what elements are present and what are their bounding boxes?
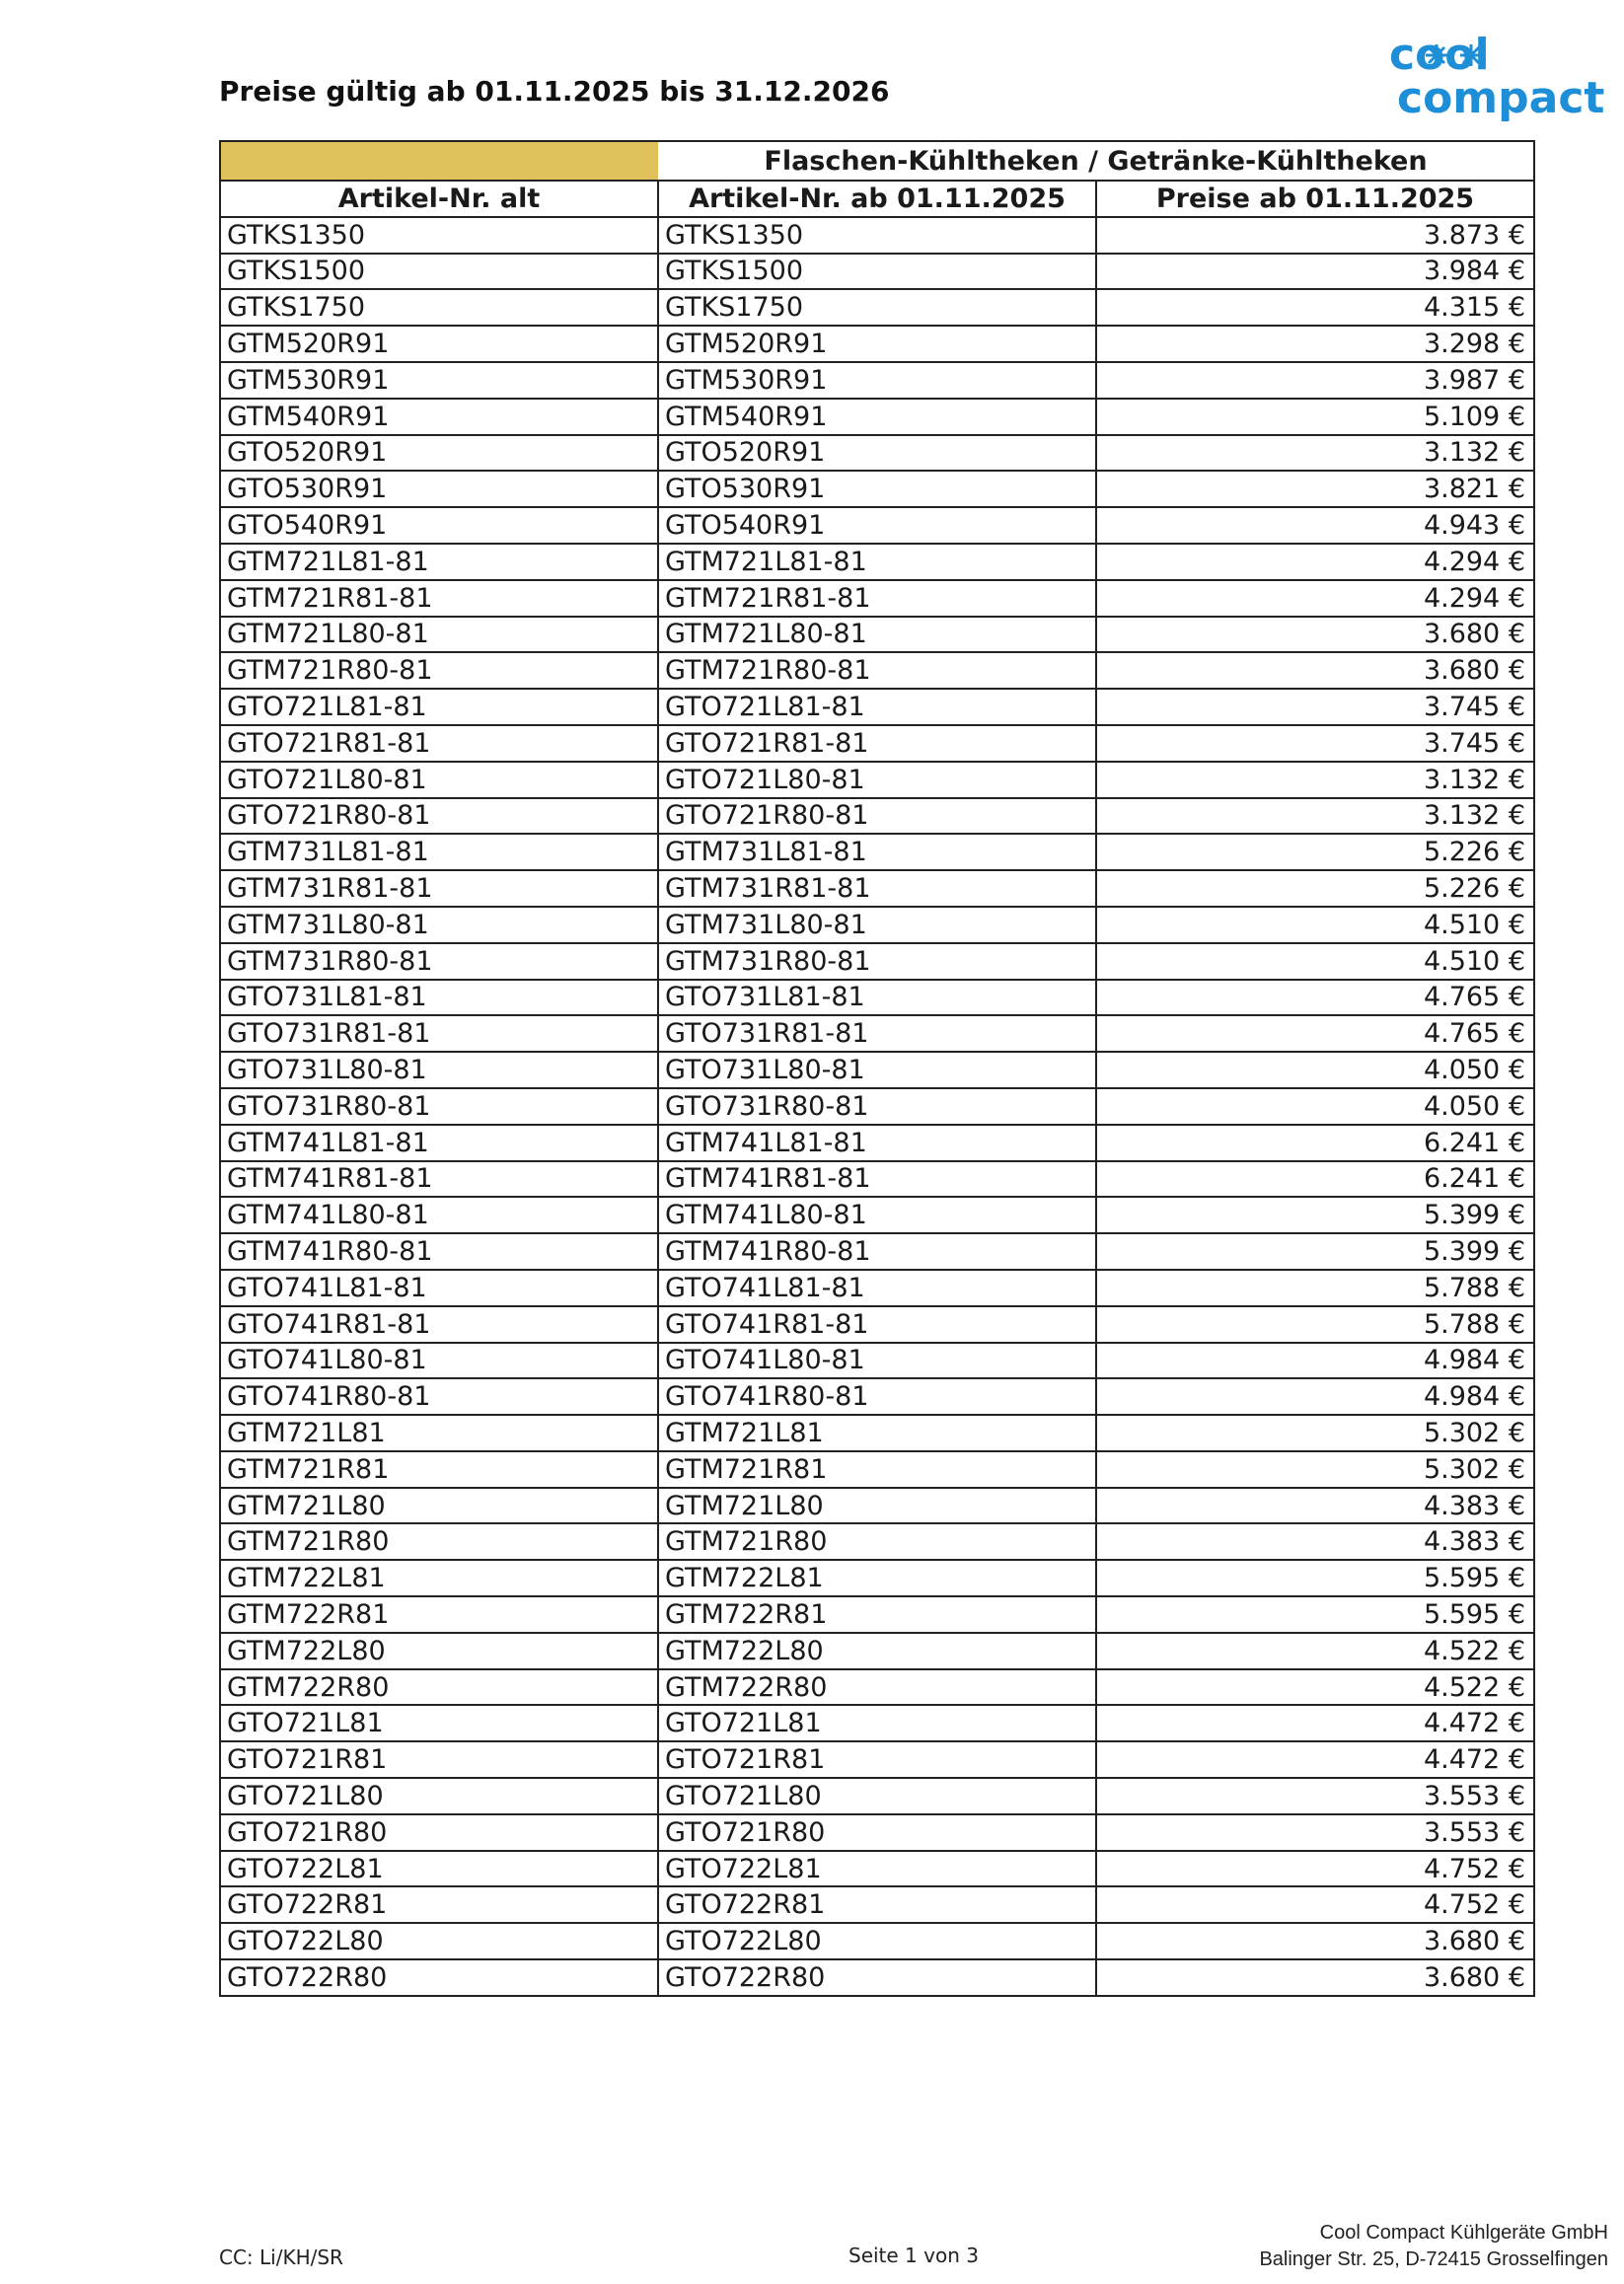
price-cell: 4.383 €: [1096, 1488, 1534, 1524]
old-article-cell: GTKS1500: [220, 254, 658, 290]
page-number: Seite 1 von 3: [849, 2244, 979, 2267]
price-cell: 3.553 €: [1096, 1778, 1534, 1814]
table-row: [220, 254, 1534, 290]
company-logo: [1381, 28, 1610, 122]
table-row: [220, 1306, 1534, 1343]
old-article-cell: GTO520R91: [220, 435, 658, 472]
old-article-cell: GTM721R81-81: [220, 580, 658, 617]
new-article-cell: GTM741L81-81: [658, 1125, 1096, 1161]
price-cell: 3.745 €: [1096, 689, 1534, 725]
table-row: [220, 399, 1534, 435]
price-cell: 5.595 €: [1096, 1560, 1534, 1596]
price-cell: 3.680 €: [1096, 1959, 1534, 1996]
table-row: [220, 1669, 1534, 1706]
table-row: [220, 1778, 1534, 1814]
old-article-cell: GTM721R80-81: [220, 652, 658, 689]
table-row: [220, 617, 1534, 653]
price-cell: 5.226 €: [1096, 870, 1534, 907]
new-article-cell: GTM741R81-81: [658, 1161, 1096, 1198]
table-row: [220, 652, 1534, 689]
new-article-cell: GTO721L81: [658, 1705, 1096, 1741]
footer-cc: CC: Li/KH/SR: [219, 2246, 343, 2269]
old-article-cell: GTM722R80: [220, 1669, 658, 1706]
old-article-cell: GTO721R81: [220, 1741, 658, 1778]
section-title-row: [220, 141, 1534, 181]
old-article-cell: GTO741R80-81: [220, 1378, 658, 1415]
price-cell: 5.399 €: [1096, 1233, 1534, 1270]
table-row: [220, 471, 1534, 507]
column-header-old-article: Artikel-Nr. alt: [220, 181, 658, 217]
price-cell: 3.680 €: [1096, 1923, 1534, 1959]
table-row: [220, 1633, 1534, 1669]
old-article-cell: GTM741L80-81: [220, 1197, 658, 1233]
new-article-cell: GTM540R91: [658, 399, 1096, 435]
new-article-cell: GTM731R80-81: [658, 943, 1096, 980]
old-article-cell: GTO741L81-81: [220, 1270, 658, 1306]
new-article-cell: GTO731R80-81: [658, 1088, 1096, 1125]
table-row: [220, 326, 1534, 362]
price-cell: 4.984 €: [1096, 1343, 1534, 1379]
new-article-cell: GTO741L81-81: [658, 1270, 1096, 1306]
price-cell: 4.472 €: [1096, 1741, 1534, 1778]
table-row: [220, 762, 1534, 798]
table-row: [220, 1415, 1534, 1451]
old-article-cell: GTM721L80: [220, 1488, 658, 1524]
table-row: [220, 1197, 1534, 1233]
new-article-cell: GTO731L80-81: [658, 1052, 1096, 1088]
new-article-cell: GTO722R81: [658, 1886, 1096, 1923]
table-row: [220, 507, 1534, 544]
price-cell: 3.984 €: [1096, 254, 1534, 290]
old-article-cell: GTO731R80-81: [220, 1088, 658, 1125]
new-article-cell: GTO721R80: [658, 1814, 1096, 1851]
price-cell: 5.595 €: [1096, 1596, 1534, 1633]
new-article-cell: GTO721L80: [658, 1778, 1096, 1814]
old-article-cell: GTM731R81-81: [220, 870, 658, 907]
table-row: [220, 1378, 1534, 1415]
table-row: [220, 870, 1534, 907]
column-header-new-article: Artikel-Nr. ab 01.11.2025: [658, 181, 1096, 217]
old-article-cell: GTKS1750: [220, 289, 658, 326]
price-cell: 4.294 €: [1096, 544, 1534, 580]
price-cell: 5.788 €: [1096, 1306, 1534, 1343]
old-article-cell: GTM731R80-81: [220, 943, 658, 980]
table-row: [220, 1343, 1534, 1379]
table-row: [220, 907, 1534, 943]
company-address-block: [1259, 2220, 1608, 2273]
old-article-cell: GTM722L80: [220, 1633, 658, 1669]
table-row: [220, 1741, 1534, 1778]
table-row: [220, 1052, 1534, 1088]
old-article-cell: GTO721L80-81: [220, 762, 658, 798]
table-row: [220, 1488, 1534, 1524]
new-article-cell: GTM731L81-81: [658, 834, 1096, 870]
old-article-cell: GTM731L81-81: [220, 834, 658, 870]
old-article-cell: GTO721L81: [220, 1705, 658, 1741]
table-row: [220, 1959, 1534, 1996]
old-article-cell: GTO721R80-81: [220, 798, 658, 835]
new-article-cell: GTM721L81-81: [658, 544, 1096, 580]
page-title: Preise gültig ab 01.11.2025 bis 31.12.2026: [219, 75, 890, 108]
table-row: [220, 289, 1534, 326]
old-article-cell: GTM731L80-81: [220, 907, 658, 943]
table-row: [220, 1088, 1534, 1125]
old-article-cell: GTM721R81: [220, 1451, 658, 1488]
price-cell: 4.050 €: [1096, 1052, 1534, 1088]
price-cell: 4.315 €: [1096, 289, 1534, 326]
new-article-cell: GTM741R80-81: [658, 1233, 1096, 1270]
price-cell: 3.553 €: [1096, 1814, 1534, 1851]
table-row: [220, 1523, 1534, 1560]
price-cell: 4.383 €: [1096, 1523, 1534, 1560]
table-row: [220, 980, 1534, 1016]
new-article-cell: GTO731L81-81: [658, 980, 1096, 1016]
price-cell: 4.294 €: [1096, 580, 1534, 617]
new-article-cell: GTM722L81: [658, 1560, 1096, 1596]
company-address: Balinger Str. 25, D-72415 Grosselfingen: [1259, 2248, 1608, 2270]
new-article-cell: GTKS1350: [658, 217, 1096, 254]
price-cell: 3.132 €: [1096, 798, 1534, 835]
new-article-cell: GTO741L80-81: [658, 1343, 1096, 1379]
old-article-cell: GTO722R80: [220, 1959, 658, 1996]
price-table-body: [220, 217, 1534, 1996]
price-cell: 4.765 €: [1096, 1015, 1534, 1052]
snowflake-icon: [1460, 44, 1482, 66]
new-article-cell: GTO540R91: [658, 507, 1096, 544]
new-article-cell: GTM722L80: [658, 1633, 1096, 1669]
snowflake-icon: [1426, 44, 1447, 66]
price-cell: 4.752 €: [1096, 1886, 1534, 1923]
table-row: [220, 834, 1534, 870]
new-article-cell: GTM530R91: [658, 362, 1096, 399]
table-row: [220, 1560, 1534, 1596]
section-title: Flaschen-Kühltheken / Getränke-Kühltheken: [658, 141, 1534, 181]
column-header-row: [220, 181, 1534, 217]
old-article-cell: GTO731L81-81: [220, 980, 658, 1016]
old-article-cell: GTM722R81: [220, 1596, 658, 1633]
new-article-cell: GTM731L80-81: [658, 907, 1096, 943]
logo-text-top: cool: [1389, 30, 1490, 80]
table-row: [220, 1851, 1534, 1887]
price-cell: 4.984 €: [1096, 1378, 1534, 1415]
new-article-cell: GTO741R80-81: [658, 1378, 1096, 1415]
price-cell: 5.109 €: [1096, 399, 1534, 435]
table-row: [220, 1270, 1534, 1306]
table-row: [220, 1125, 1534, 1161]
table-row: [220, 1705, 1534, 1741]
old-article-cell: GTO741R81-81: [220, 1306, 658, 1343]
price-cell: 4.752 €: [1096, 1851, 1534, 1887]
old-article-cell: GTM721L81-81: [220, 544, 658, 580]
price-cell: 4.050 €: [1096, 1088, 1534, 1125]
new-article-cell: GTM520R91: [658, 326, 1096, 362]
old-article-cell: GTO721R81-81: [220, 725, 658, 762]
new-article-cell: GTO722R80: [658, 1959, 1096, 1996]
table-row: [220, 1015, 1534, 1052]
new-article-cell: GTO721L81-81: [658, 689, 1096, 725]
new-article-cell: GTM722R81: [658, 1596, 1096, 1633]
old-article-cell: GTO721L80: [220, 1778, 658, 1814]
new-article-cell: GTM721L80: [658, 1488, 1096, 1524]
new-article-cell: GTO731R81-81: [658, 1015, 1096, 1052]
table-row: [220, 1814, 1534, 1851]
new-article-cell: GTM731R81-81: [658, 870, 1096, 907]
price-cell: 3.132 €: [1096, 762, 1534, 798]
old-article-cell: GTM741R81-81: [220, 1161, 658, 1198]
price-cell: 6.241 €: [1096, 1161, 1534, 1198]
new-article-cell: GTM721R81-81: [658, 580, 1096, 617]
price-cell: 5.226 €: [1096, 834, 1534, 870]
table-row: [220, 435, 1534, 472]
old-article-cell: GTM741L81-81: [220, 1125, 658, 1161]
company-name: Cool Compact Kühlgeräte GmbH: [1319, 2222, 1608, 2244]
old-article-cell: GTO741L80-81: [220, 1343, 658, 1379]
old-article-cell: GTM530R91: [220, 362, 658, 399]
new-article-cell: GTM721R80: [658, 1523, 1096, 1560]
table-row: [220, 1451, 1534, 1488]
price-table: [219, 140, 1535, 1997]
old-article-cell: GTM520R91: [220, 326, 658, 362]
price-table-container: [219, 140, 1533, 1997]
old-article-cell: GTKS1350: [220, 217, 658, 254]
new-article-cell: GTM721R80-81: [658, 652, 1096, 689]
price-cell: 4.765 €: [1096, 980, 1534, 1016]
price-cell: 4.472 €: [1096, 1705, 1534, 1741]
price-cell: 4.510 €: [1096, 943, 1534, 980]
new-article-cell: GTM741L80-81: [658, 1197, 1096, 1233]
new-article-cell: GTO722L81: [658, 1851, 1096, 1887]
table-row: [220, 217, 1534, 254]
old-article-cell: GTO721R80: [220, 1814, 658, 1851]
old-article-cell: GTO722L81: [220, 1851, 658, 1887]
table-row: [220, 544, 1534, 580]
new-article-cell: GTM722R80: [658, 1669, 1096, 1706]
price-cell: 3.132 €: [1096, 435, 1534, 472]
table-row: [220, 1886, 1534, 1923]
price-cell: 4.522 €: [1096, 1633, 1534, 1669]
price-cell: 4.943 €: [1096, 507, 1534, 544]
new-article-cell: GTO520R91: [658, 435, 1096, 472]
price-cell: 3.745 €: [1096, 725, 1534, 762]
price-cell: 3.821 €: [1096, 471, 1534, 507]
column-header-price: Preise ab 01.11.2025: [1096, 181, 1534, 217]
table-row: [220, 362, 1534, 399]
old-article-cell: GTO721L81-81: [220, 689, 658, 725]
new-article-cell: GTO722L80: [658, 1923, 1096, 1959]
price-cell: 3.680 €: [1096, 652, 1534, 689]
old-article-cell: GTM741R80-81: [220, 1233, 658, 1270]
old-article-cell: GTO722L80: [220, 1923, 658, 1959]
new-article-cell: GTO721R81-81: [658, 725, 1096, 762]
table-row: [220, 1923, 1534, 1959]
price-cell: 5.788 €: [1096, 1270, 1534, 1306]
price-cell: 4.510 €: [1096, 907, 1534, 943]
old-article-cell: GTO731L80-81: [220, 1052, 658, 1088]
table-row: [220, 689, 1534, 725]
old-article-cell: GTM721L81: [220, 1415, 658, 1451]
table-row: [220, 1233, 1534, 1270]
new-article-cell: GTO741R81-81: [658, 1306, 1096, 1343]
table-row: [220, 1596, 1534, 1633]
price-cell: 4.522 €: [1096, 1669, 1534, 1706]
new-article-cell: GTO530R91: [658, 471, 1096, 507]
price-cell: 3.873 €: [1096, 217, 1534, 254]
table-row: [220, 580, 1534, 617]
new-article-cell: GTO721R80-81: [658, 798, 1096, 835]
old-article-cell: GTO731R81-81: [220, 1015, 658, 1052]
new-article-cell: GTM721L80-81: [658, 617, 1096, 653]
logo-text-bottom: compact: [1397, 73, 1605, 122]
price-cell: 6.241 €: [1096, 1125, 1534, 1161]
new-article-cell: GTKS1750: [658, 289, 1096, 326]
table-row: [220, 1161, 1534, 1198]
old-article-cell: GTO540R91: [220, 507, 658, 544]
price-cell: 5.302 €: [1096, 1415, 1534, 1451]
old-article-cell: GTO722R81: [220, 1886, 658, 1923]
new-article-cell: GTKS1500: [658, 254, 1096, 290]
table-row: [220, 798, 1534, 835]
price-cell: 3.680 €: [1096, 617, 1534, 653]
new-article-cell: GTM721R81: [658, 1451, 1096, 1488]
new-article-cell: GTO721L80-81: [658, 762, 1096, 798]
old-article-cell: GTM721L80-81: [220, 617, 658, 653]
table-row: [220, 725, 1534, 762]
price-cell: 3.298 €: [1096, 326, 1534, 362]
table-row: [220, 943, 1534, 980]
price-cell: 5.399 €: [1096, 1197, 1534, 1233]
old-article-cell: GTM540R91: [220, 399, 658, 435]
price-cell: 3.987 €: [1096, 362, 1534, 399]
old-article-cell: GTM721R80: [220, 1523, 658, 1560]
old-article-cell: GTM722L81: [220, 1560, 658, 1596]
section-accent-bar: [220, 141, 658, 181]
new-article-cell: GTO721R81: [658, 1741, 1096, 1778]
new-article-cell: GTM721L81: [658, 1415, 1096, 1451]
old-article-cell: GTO530R91: [220, 471, 658, 507]
price-cell: 5.302 €: [1096, 1451, 1534, 1488]
